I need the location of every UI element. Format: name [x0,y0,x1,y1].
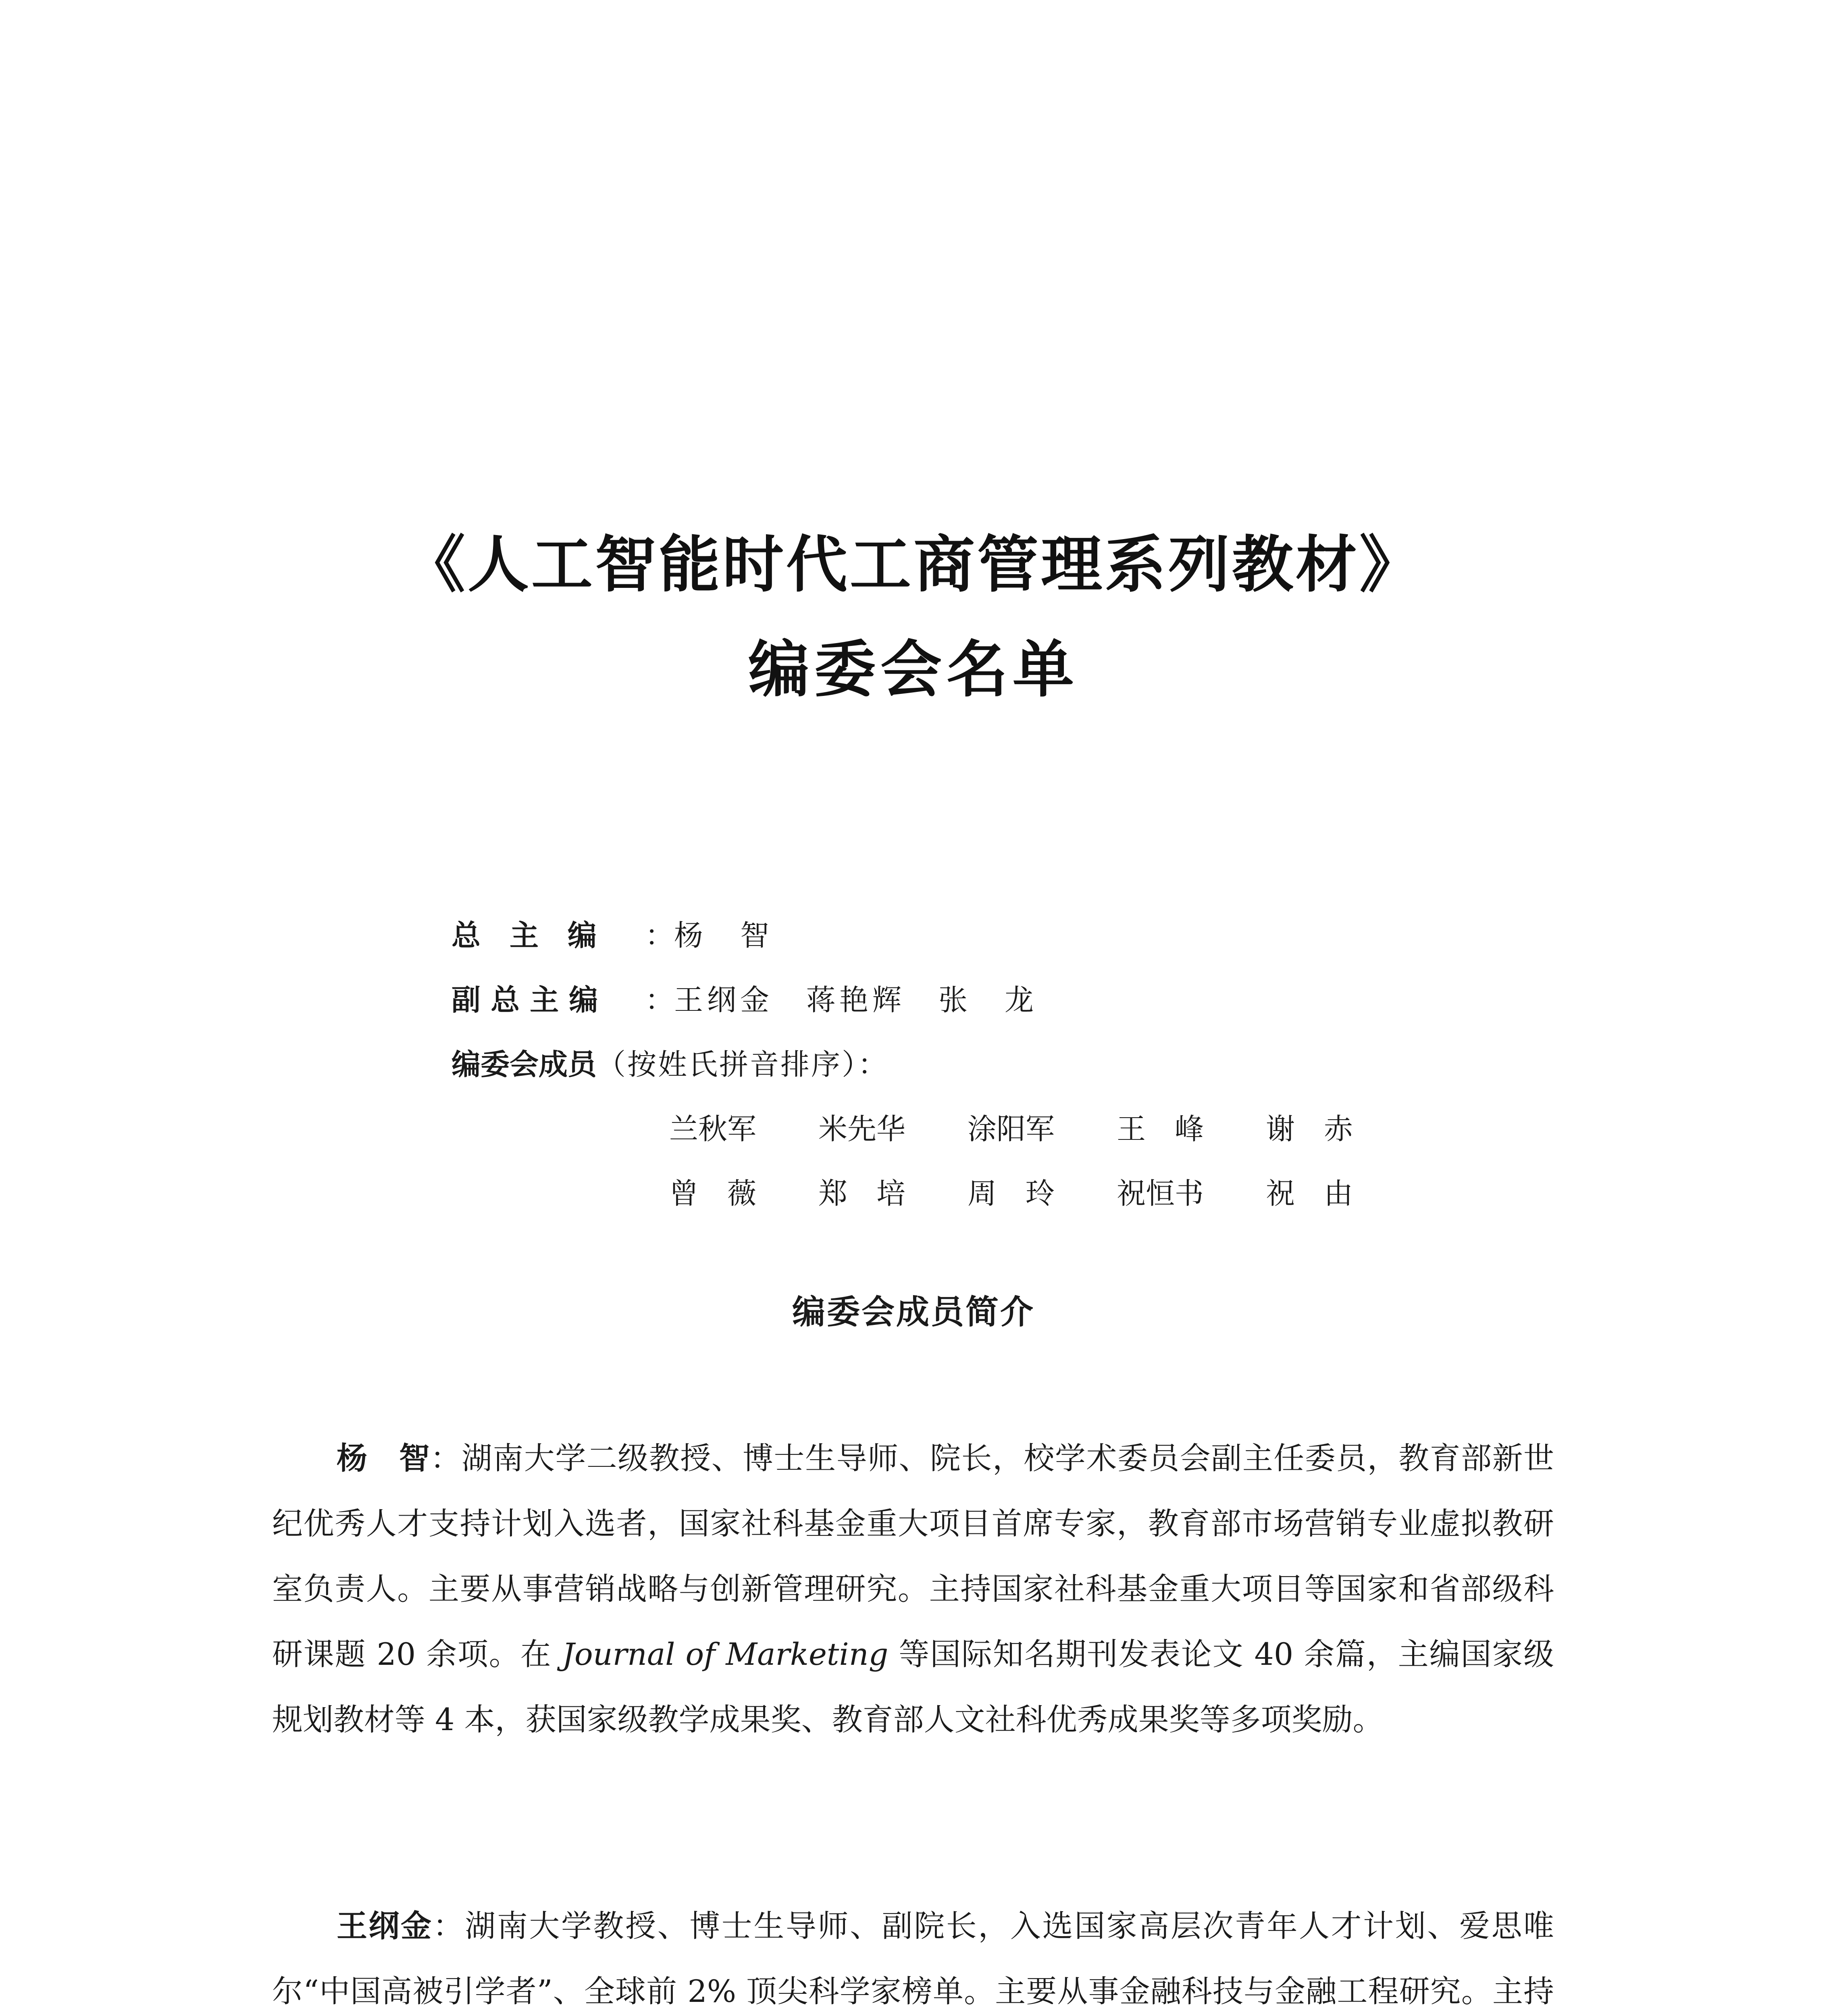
member-name: 祝 由 [1266,1177,1353,1210]
members-label: 编委会成员 [452,1048,597,1081]
member-name: 郑 培 [818,1177,906,1210]
chief-editor-row [452,915,773,956]
members-intro-heading: 编委会成员简介 [792,1293,1035,1331]
member-name: 曾 薇 [669,1177,757,1210]
member-name: 兰秋军 [669,1112,757,1146]
member-name: 祝恒书 [1117,1177,1204,1210]
deputy-editors-names: 王纲金 蒋艳辉 张 龙 [674,983,1038,1017]
series-title: 《人工智能时代工商管理系列教材》 [404,528,1423,600]
chief-editor-label: 总 主 编 [452,918,597,952]
bio-paragraph-yang-zhi [272,1426,1554,1752]
bio-colon: ： [433,1908,465,1944]
member-name: 王 峰 [1117,1112,1204,1146]
chief-editor-names: 杨 智 [674,918,774,952]
members-row-2 [669,1173,1415,1214]
bio-name: 王纲金 [337,1908,433,1944]
members-row-1 [669,1109,1415,1149]
bio-name: 杨 智 [337,1440,431,1476]
bio-text: 湖南大学二级教授、博士生导师、院长，校学术委员会副主任委员，教育部新世纪优秀人才支持计划入选者，国家社科基金重大项目首席专家，教育部市场营销专业虚拟教研室负责人。主要从事营销战略与创新管理研究。主持国家社科基金重大项目等国家和省部级科研课题 20 余项。在 [272,1440,1554,1672]
deputy-editors-label: 副 总 主 编 [452,983,598,1017]
member-name: 米先华 [818,1112,906,1146]
bio-paragraph-wang-gangjin [272,1893,1554,2016]
member-name: 涂阳军 [968,1112,1055,1146]
member-name: 谢 赤 [1266,1112,1353,1146]
page-title: 编委会名单 [748,633,1079,705]
members-sort-note: （按姓氏拼音排序）： [597,1048,889,1081]
deputy-editors-colon: ： [645,983,674,1017]
members-heading-row [452,1044,889,1085]
member-name: 周 玲 [968,1177,1055,1210]
deputy-editors-row [452,980,1038,1020]
journal-name: Journal of Marketing [562,1636,889,1672]
bio-text: 等国际知名期刊发表论文 40 余篇，主编国家级规划教材等 4 本，获国家级教学成果奖、教育部人文社科优秀成果奖等多项奖励。 [272,1636,1554,1737]
bio-text: 湖南大学教授、博士生导师、副院长，入选国家高层次青年人才计划、爱思唯尔“中国高被引学者”、全球前 2% 顶尖科学家榜单。主要从事金融科技与金融工程研究。主持 [272,1908,1554,2009]
bio-colon: ： [430,1440,462,1476]
chief-editor-colon: ： [645,918,674,952]
